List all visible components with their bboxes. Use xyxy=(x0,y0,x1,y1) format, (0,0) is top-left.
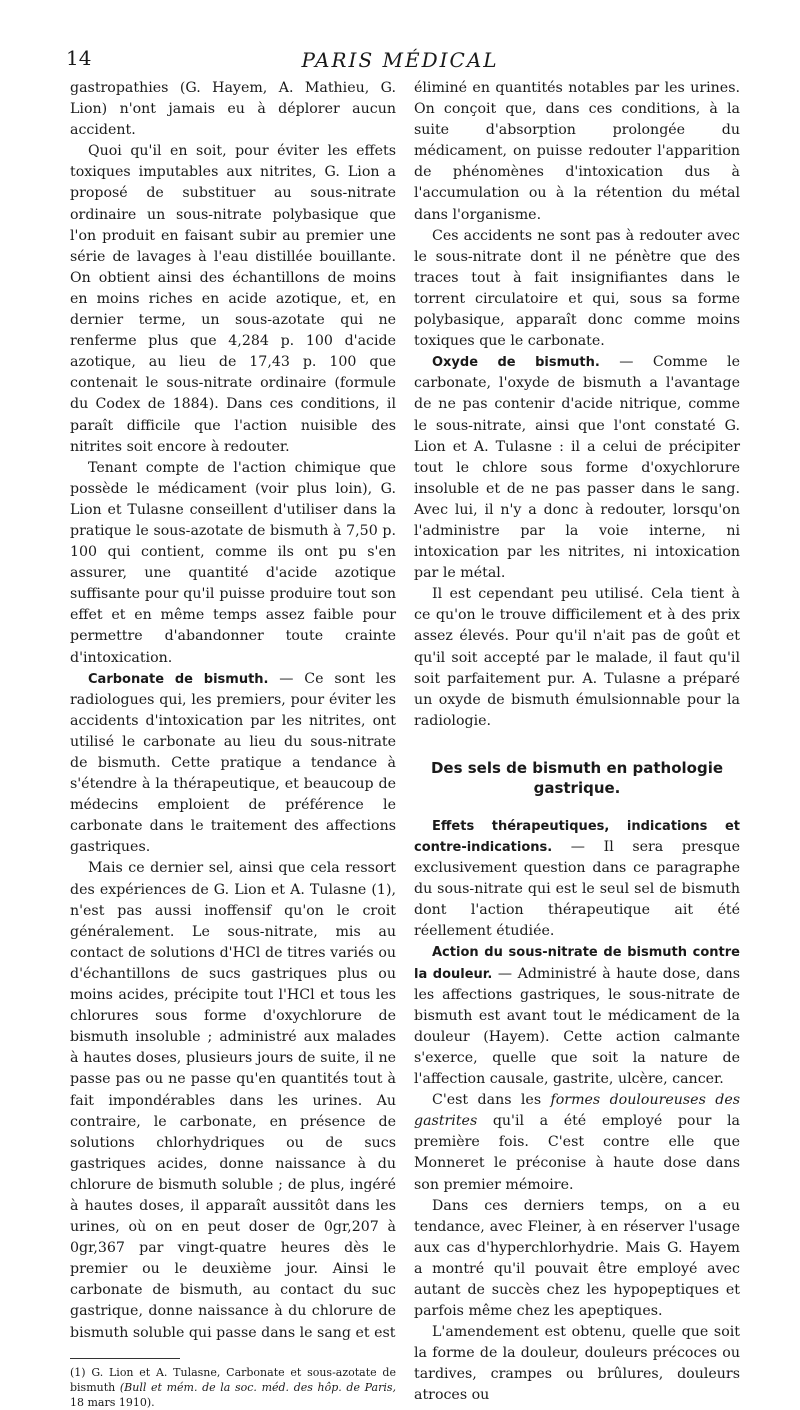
page-number: 14 xyxy=(66,46,92,70)
paragraph-text: qu'il a été employé pour la première fois. C'est contre elle que Monneret le préconise à haute dose dans son premier mémoire. xyxy=(414,1113,740,1193)
section-title: Des sels de bismuth en pathologie gastrique. xyxy=(430,758,724,797)
footnote-divider xyxy=(70,1358,180,1359)
subheading-action: Action du sous-nitrate de bismuth contre la douleur. xyxy=(414,945,740,982)
left-column xyxy=(70,78,396,1410)
paragraph-text: — Ce sont les radiologues qui, les premiers, pour éviter les accidents d'intoxication par les nitrites, ont utilisé le carbonate au lieu du sous-nitrate de bismuth. Cette pratique a tendance à s'étendre à la thérapeutique, et beaucoup de médecins emploient de préférence le carbonate dans le traitement des affections gastriques. xyxy=(70,670,396,856)
paragraph: Ces accidents ne sont pas à redouter avec le sous-nitrate dont il ne pénètre que des traces tout à fait insignifiantes dans le torrent circulatoire et qui, sous sa forme polybasique, apparaît donc comme moins toxiques que le carbonate. xyxy=(414,227,740,350)
emphasis: formes douloureuses des gastrites xyxy=(414,1092,741,1130)
paragraph: Mais ce dernier sel, ainsi que cela ressort des expériences de G. Lion et A. Tulasne (1), n'est pas aussi inoffensif qu'on le croit généralement. Le sous-nitrate, mis au contact de solutions d'HCl de titres variés ou d'échantillons de sucs gastriques plus ou moins acides, précipite tout l'HCl et tous les chlorures sous forme d'oxychlorure de bismuth insoluble ; administré aux malades à hautes doses, plusieurs jours de suite, il ne passe pas ou ne passe qu'en quantités tout à fait impondérables dans les urines. Au contraire, le carbonate, en présence de solutions chlorhydriques ou de sucs gastriques acides, donne naissance à du chlorure de bismuth soluble ; de plus, ingéré à hautes doses, il apparaît aussitôt dans les urines, où on en peut doser de 0gr,207 à 0gr,367 par vingt-quatre heures dès le premier ou le deuxième jour. Ainsi le carbonate de bismuth, au contact du suc gastrique, donne naissance à du chlorure de bismuth soluble qui passe dans le sang et est xyxy=(70,860,396,1341)
paragraph: Dans ces derniers temps, on a eu tendance, avec Fleiner, à en réserver l'usage aux cas d'hyperchlorhydrie. Mais G. Hayem a montré qu'il pouvait être employé avec autant de succès chez les hypopeptiques et parfois même chez les apeptiques. xyxy=(414,1197,740,1320)
paragraph-effets xyxy=(414,816,740,943)
right-column xyxy=(414,78,740,1407)
paragraph: Quoi qu'il en soit, pour éviter les effets toxiques imputables aux nitrites, G. Lion a proposé de substituer au sous-nitrate ordinaire un sous-nitrate polybasique que l'on produit en faisant subir au premier une série de lavages à l'eau distillée bouillante. On obtient ainsi des échantillons de moins en moins riches en acide azotique, et, en dernier terme, un sous-azotate qui ne renferme plus que 4,284 p. 100 d'acide azotique, au lieu de 17,43 p. 100 que contenait le sous-nitrate ordinaire (formule du Codex de 1884). Dans ces conditions, il paraît difficile que l'action nuisible des nitrites soit encore à redouter. xyxy=(70,143,396,455)
running-title: PARIS MÉDICAL xyxy=(301,48,499,72)
subheading-carbonate: Carbonate de bismuth. xyxy=(88,671,269,687)
paragraph-text: — Comme le carbonate, l'oxyde de bismuth a l'avantage de ne pas contenir d'acide nitrique, comme le sous-nitrate, ainsi que l'ont constaté G. Lion et A. Tulasne : il a celui de précipiter tout le chlore sous forme d'oxychlorure insoluble et de ne pas passer dans le sang. Avec lui, il n'y a donc à redouter, lorsqu'on l'administre par la voie interne, ni intoxication par les nitrites, ni intoxication par le métal. xyxy=(414,354,740,582)
paragraph: Il est cependant peu utilisé. Cela tient à ce qu'on le trouve difficilement et à des prix assez élevés. Pour qu'il n'ait pas de goût et qu'il soit accepté par le malade, il faut qu'il soit parfaitement pur. A. Tulasne a préparé un oxyde de bismuth émulsionnable pour la radiologie. xyxy=(414,586,740,729)
footnote-date: 18 mars 1910). xyxy=(70,1395,155,1409)
paragraph-text: — Administré à haute dose, dans les affections gastriques, le sous-nitrate de bismuth est avant tout le médicament de la douleur (Hayem). Cette action calmante s'exerce, quelle que soit la nature de l'affection causale, gastrite, ulcère, cancer. xyxy=(414,965,740,1088)
footnote xyxy=(70,1365,396,1410)
paragraph-text: — Il sera presque exclusivement question dans ce paragraphe du sous-nitrate qui est le seul sel de bismuth dont l'action thérapeutique ait été réellement étudiée. xyxy=(414,839,740,940)
footnote-citation: (Bull et mém. de la soc. méd. des hôp. de Paris, xyxy=(119,1380,396,1394)
paragraph: gastropathies (G. Hayem, A. Mathieu, G. Lion) n'ont jamais eu à déplorer aucun accident. xyxy=(70,80,396,139)
page-header xyxy=(66,46,734,72)
paragraph: Tenant compte de l'action chimique que possède le médicament (voir plus loin), G. Lion et Tulasne conseillent d'utiliser dans la pratique le sous-azotate de bismuth à 7,50 p. 100 qui contient, comme ils ont pu s'en assurer, une quantité d'acide azotique suffisante pour qu'il puisse produire tout son effet et en même temps assez faible pour permettre d'abandonner toute crainte d'intoxication. xyxy=(70,459,396,666)
paragraph-action xyxy=(414,942,740,1090)
footnote-text: (1) G. Lion et A. Tulasne, Carbonate et sous-azotate de bismuth xyxy=(70,1365,396,1394)
paragraph-text: C'est dans les xyxy=(432,1092,551,1109)
paragraph: éliminé en quantités notables par les urines. On conçoit que, dans ces conditions, à la suite d'absorption prolongée du médicament, on puisse redouter l'apparition de phénomènes d'intoxication dus à l'accumulation ou à la rétention du métal dans l'organisme. xyxy=(414,80,740,223)
subheading-oxyde: Oxyde de bismuth. xyxy=(432,355,600,371)
paragraph-formes xyxy=(414,1090,740,1195)
paragraph-carbonate xyxy=(70,669,396,859)
subheading-effets: Effets thérapeutiques, indications et contre-indications. xyxy=(414,818,740,855)
paragraph-oxyde xyxy=(414,352,740,584)
paragraph: L'amendement est obtenu, quelle que soit la forme de la douleur, douleurs précoces ou tardives, crampes ou brûlures, douleurs atroces ou xyxy=(414,1324,740,1404)
